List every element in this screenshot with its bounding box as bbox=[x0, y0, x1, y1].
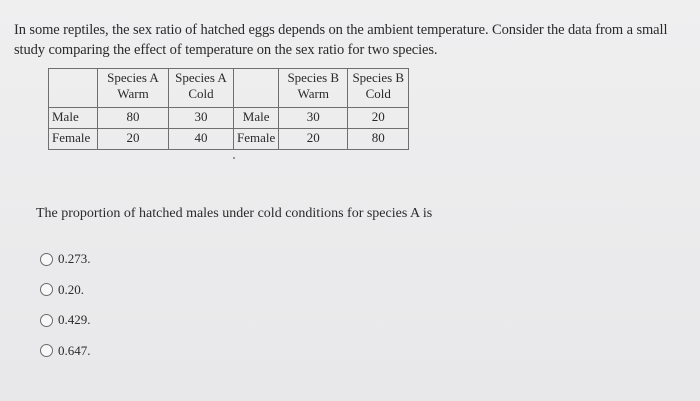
prompt-text: The proportion of hatched males under cold conditions for species A is bbox=[36, 206, 433, 221]
table-cell: Female bbox=[234, 129, 279, 150]
table-header-cell bbox=[49, 69, 98, 108]
radio-button[interactable] bbox=[40, 253, 53, 266]
option-label: 0.647. bbox=[58, 342, 91, 358]
table-header-cell bbox=[234, 69, 279, 108]
table-cell: 20 bbox=[348, 108, 409, 129]
option-label: 0.429. bbox=[58, 312, 91, 327]
table-row bbox=[49, 129, 409, 150]
table-header-cell: Species A Warm bbox=[98, 69, 169, 108]
table-cell: Male bbox=[49, 108, 98, 129]
table-cell: 80 bbox=[348, 129, 409, 150]
option-3[interactable] bbox=[40, 311, 91, 329]
radio-button[interactable] bbox=[40, 314, 53, 327]
table-cell: Male bbox=[234, 108, 279, 129]
option-4[interactable] bbox=[40, 342, 91, 360]
table-header-row bbox=[49, 69, 409, 108]
stray-dot bbox=[233, 157, 235, 159]
table-header-cell: Species A Cold bbox=[169, 69, 234, 108]
radio-button[interactable] bbox=[40, 344, 53, 357]
table-cell: 30 bbox=[279, 108, 348, 129]
option-2[interactable] bbox=[40, 281, 91, 299]
table-header-cell: Species B Warm bbox=[279, 69, 348, 108]
table-cell: 80 bbox=[98, 108, 169, 129]
option-1[interactable] bbox=[40, 250, 91, 268]
option-label: 0.273. bbox=[58, 251, 91, 266]
table-cell: 40 bbox=[169, 129, 234, 150]
table-cell: Female bbox=[49, 129, 98, 150]
answer-options bbox=[40, 250, 91, 372]
table-header-cell: Species B Cold bbox=[348, 69, 409, 108]
option-label: 0.20. bbox=[58, 281, 84, 297]
table-cell: 20 bbox=[98, 129, 169, 150]
radio-button[interactable] bbox=[40, 283, 53, 296]
table-cell: 20 bbox=[279, 129, 348, 150]
table-row bbox=[49, 108, 409, 129]
question-text: In some reptiles, the sex ratio of hatched eggs depends on the ambient temperature. Consider the data from a small study comparing the effect of temperature on the sex ratio for two species. bbox=[14, 22, 668, 58]
data-table bbox=[48, 68, 409, 150]
table-cell: 30 bbox=[169, 108, 234, 129]
